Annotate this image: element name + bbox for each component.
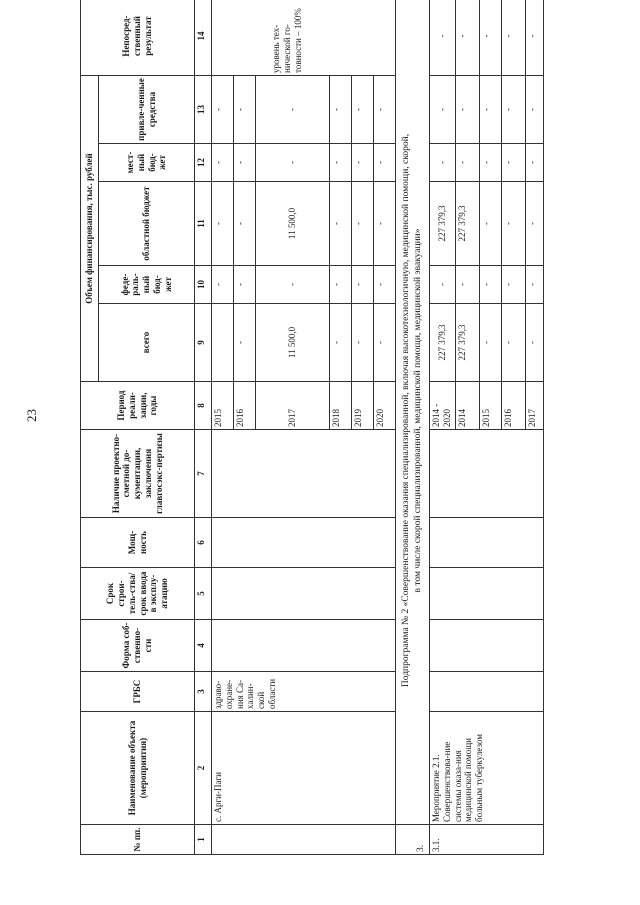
cell-local: - bbox=[352, 144, 374, 182]
measure-documentation bbox=[430, 430, 544, 518]
cell-year: 2017 bbox=[526, 382, 544, 430]
subprogram-title bbox=[396, 0, 430, 825]
cell-local: - bbox=[430, 144, 456, 182]
cell-attracted: - bbox=[526, 76, 544, 144]
cell-federal: - bbox=[330, 266, 352, 304]
cell-attracted: - bbox=[502, 76, 526, 144]
cell-attracted: - bbox=[430, 76, 456, 144]
cell-regional: 227 379,3 bbox=[456, 182, 480, 266]
cell-local: - bbox=[456, 144, 480, 182]
column-number: 2 bbox=[195, 712, 212, 825]
cell-year: 2018 bbox=[330, 382, 352, 430]
column-number: 13 bbox=[195, 76, 212, 144]
cell-result: - bbox=[526, 0, 544, 76]
cell-total: - bbox=[330, 304, 352, 382]
cell-regional: 227 379,3 bbox=[430, 182, 456, 266]
object-capacity bbox=[212, 518, 396, 568]
object-name: с. Арги-Паги bbox=[212, 712, 396, 825]
object-grbs: здраво-охране-ния Са-халин-ской области bbox=[212, 672, 396, 712]
column-number: 1 bbox=[195, 825, 212, 855]
cell-result: - bbox=[480, 0, 502, 76]
column-number: 5 bbox=[195, 568, 212, 620]
object-num bbox=[212, 825, 396, 855]
header-ownership: Форма соб-ственно-сти bbox=[81, 620, 195, 672]
measure-capacity bbox=[430, 518, 544, 568]
cell-total: - bbox=[480, 304, 502, 382]
cell-attracted: - bbox=[234, 76, 256, 144]
column-number: 3 bbox=[195, 672, 212, 712]
cell-total: 11 500,0 bbox=[256, 304, 330, 382]
subprogram-title-line1: Подпрограмма № 2 «Совершенствование оказания специализированной, включая высокотехнологичную, медицинской помощи, скорой, bbox=[400, 133, 411, 688]
cell-local: - bbox=[212, 144, 234, 182]
cell-total: 227 379,3 bbox=[456, 304, 480, 382]
cell-federal: - bbox=[430, 266, 456, 304]
cell-year: 2015 bbox=[480, 382, 502, 430]
header-funding: Объем финансирования, тыс. рублей bbox=[81, 76, 99, 382]
measure-ownership bbox=[430, 620, 544, 672]
cell-local: - bbox=[234, 144, 256, 182]
cell-federal: - bbox=[480, 266, 502, 304]
cell-attracted: - bbox=[374, 76, 396, 144]
cell-regional: - bbox=[502, 182, 526, 266]
measure-name: Мероприятие 2.1. Совершенствова-ние системы оказа-ния медицинской помощи больным туберкулезом bbox=[430, 712, 544, 825]
cell-total: - bbox=[352, 304, 374, 382]
cell-year: 2015 bbox=[212, 382, 234, 430]
object-documentation bbox=[212, 430, 396, 518]
header-attracted: привле-ченные средства bbox=[99, 76, 195, 144]
column-number: 6 bbox=[195, 518, 212, 568]
header-capacity: Мощ-ность bbox=[81, 518, 195, 568]
cell-regional: - bbox=[330, 182, 352, 266]
cell-regional: - bbox=[480, 182, 502, 266]
column-number: 14 bbox=[195, 0, 212, 76]
cell-attracted: - bbox=[212, 76, 234, 144]
header-regional: областной бюджет bbox=[99, 182, 195, 266]
header-federal: феде-раль-ный бюд-жет bbox=[99, 266, 195, 304]
column-number: 9 bbox=[195, 304, 212, 382]
subprogram-row bbox=[396, 0, 430, 855]
header-result: Непосред-ственный результат bbox=[81, 0, 195, 76]
cell-total: - bbox=[526, 304, 544, 382]
column-number: 10 bbox=[195, 266, 212, 304]
cell-result: - bbox=[456, 0, 480, 76]
cell-year: 2016 bbox=[234, 382, 256, 430]
column-number: 8 bbox=[195, 382, 212, 430]
cell-result: - bbox=[502, 0, 526, 76]
cell-total: - bbox=[374, 304, 396, 382]
cell-federal: - bbox=[456, 266, 480, 304]
subprogram-title-line2: в том числе скорой специализированной, медицинской помощи, медицинской эвакуации» bbox=[412, 228, 423, 593]
cell-result: - bbox=[430, 0, 456, 76]
cell-federal: - bbox=[374, 266, 396, 304]
cell-local: - bbox=[526, 144, 544, 182]
object-term bbox=[212, 568, 396, 620]
object-result bbox=[212, 0, 396, 76]
measure-term bbox=[430, 568, 544, 620]
cell-regional: - bbox=[234, 182, 256, 266]
header-documentation: Наличие проектно-сметной до-кументации, заключения главгосэкс-пертизы bbox=[81, 430, 195, 518]
cell-federal: - bbox=[352, 266, 374, 304]
header-name: Наименование объекта (мероприятия) bbox=[81, 712, 195, 825]
cell-local: - bbox=[374, 144, 396, 182]
cell-regional: - bbox=[526, 182, 544, 266]
header-period: Период реали-зации, годы bbox=[81, 382, 195, 430]
cell-local: - bbox=[256, 144, 330, 182]
subprogram-num: 3. bbox=[396, 825, 430, 855]
cell-year: 2019 bbox=[352, 382, 374, 430]
cell-local: - bbox=[330, 144, 352, 182]
measure-grbs bbox=[430, 672, 544, 712]
cell-year: 2017 bbox=[256, 382, 330, 430]
cell-total: - bbox=[502, 304, 526, 382]
cell-local: - bbox=[502, 144, 526, 182]
cell-federal: - bbox=[526, 266, 544, 304]
cell-year: 2014 bbox=[456, 382, 480, 430]
header-total: всего bbox=[99, 304, 195, 382]
table-header bbox=[81, 0, 212, 855]
cell-federal: - bbox=[234, 266, 256, 304]
page-number: 23 bbox=[24, 409, 39, 422]
cell-total: - bbox=[234, 304, 256, 382]
column-numbers-row bbox=[195, 0, 212, 855]
object-result-text: уровень тех-нической го-товности – 100% bbox=[271, 8, 303, 73]
column-number: 12 bbox=[195, 144, 212, 182]
cell-federal: - bbox=[256, 266, 330, 304]
table-rotated-wrapper bbox=[80, 8, 562, 855]
table-row bbox=[430, 0, 456, 855]
cell-regional: - bbox=[212, 182, 234, 266]
cell-year: 2020 bbox=[374, 382, 396, 430]
table-row bbox=[212, 0, 234, 855]
header-num: № пп. bbox=[81, 825, 195, 855]
cell-attracted: - bbox=[480, 76, 502, 144]
header-term: Срок строи-тель-ства/срок ввода в эксплу-атацию bbox=[81, 568, 195, 620]
cell-total bbox=[212, 304, 234, 382]
column-number: 7 bbox=[195, 430, 212, 518]
column-number: 11 bbox=[195, 182, 212, 266]
financing-table bbox=[80, 0, 544, 855]
cell-regional: 11 500,0 bbox=[256, 182, 330, 266]
cell-regional: - bbox=[352, 182, 374, 266]
cell-federal: - bbox=[212, 266, 234, 304]
object-ownership bbox=[212, 620, 396, 672]
cell-attracted: - bbox=[256, 76, 330, 144]
measure-num: 3.1. bbox=[430, 825, 544, 855]
cell-year: 2014 - 2020 bbox=[430, 382, 456, 430]
cell-local: - bbox=[480, 144, 502, 182]
header-grbs: ГРБС bbox=[81, 672, 195, 712]
cell-federal: - bbox=[502, 266, 526, 304]
header-local: мест-ный бюд-жет bbox=[99, 144, 195, 182]
cell-attracted: - bbox=[352, 76, 374, 144]
cell-regional: - bbox=[374, 182, 396, 266]
cell-year: 2016 bbox=[502, 382, 526, 430]
column-number: 4 bbox=[195, 620, 212, 672]
cell-total: 227 379,3 bbox=[430, 304, 456, 382]
cell-attracted: - bbox=[456, 76, 480, 144]
cell-attracted: - bbox=[330, 76, 352, 144]
